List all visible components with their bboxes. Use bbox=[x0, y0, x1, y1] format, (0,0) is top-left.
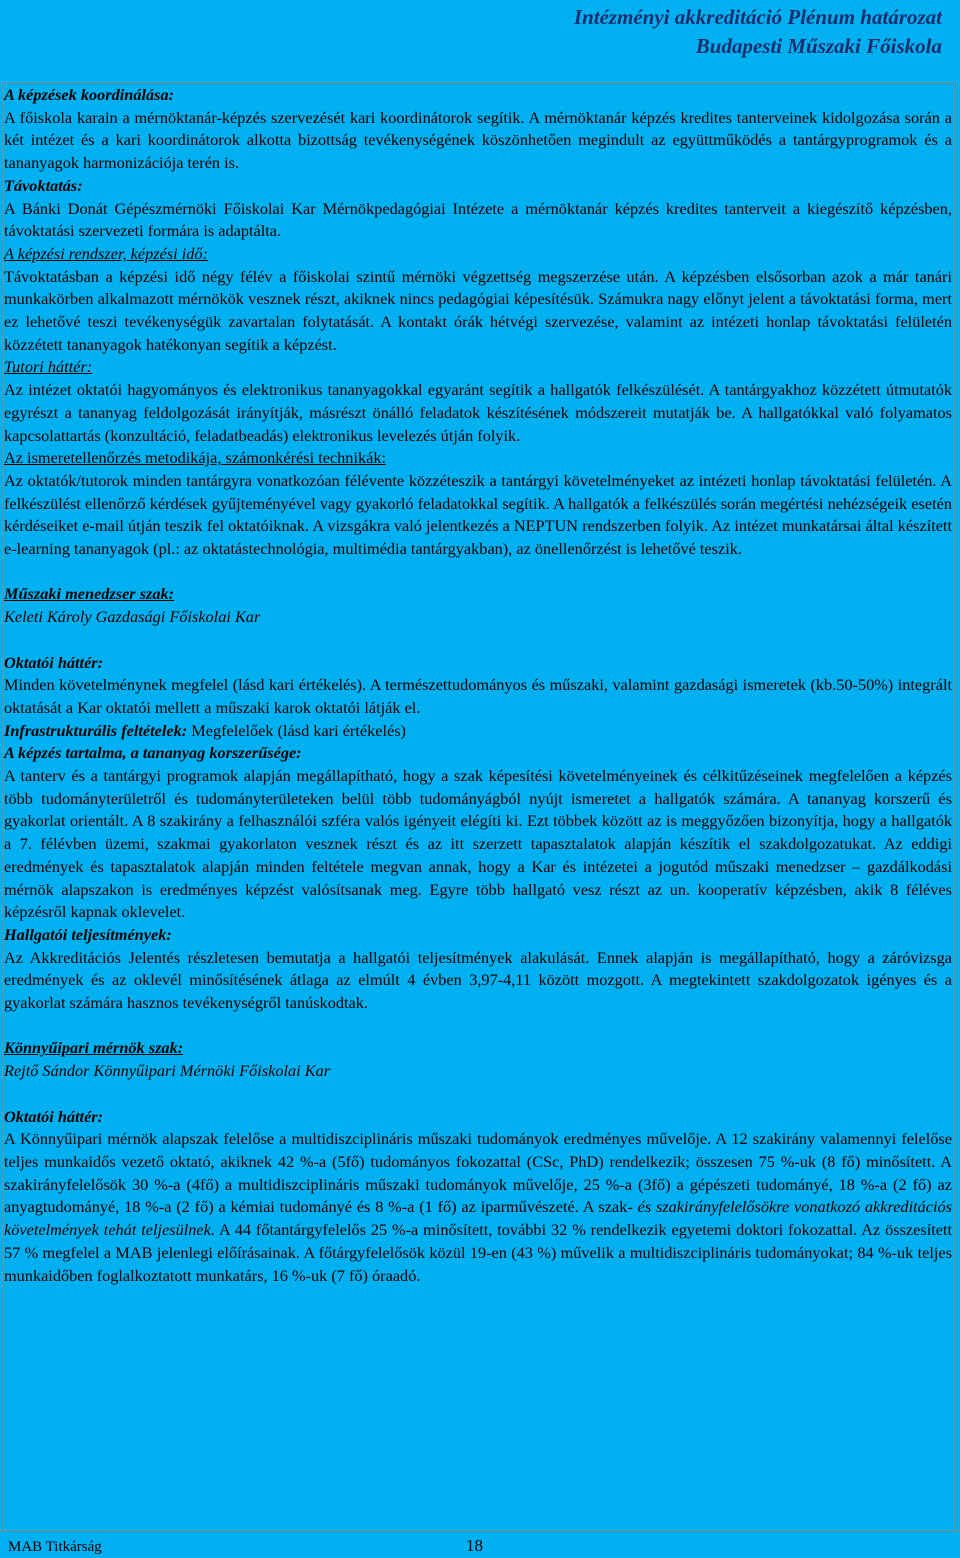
section-heading-hallgatoi: Hallgatói teljesítmények: bbox=[4, 924, 172, 944]
header-title: Intézményi akkreditáció Plénum határozat bbox=[573, 5, 942, 29]
spacer bbox=[4, 561, 952, 584]
paragraph-oktatoi-menedzser: Minden követelménynek megfelel (lásd kari értékelés). A természettudományos és műszaki, valamint gazdasági ismeretek (kb.50-50%) integrált oktatását a Kar oktatói mellett a műszaki karok oktatói látják el. bbox=[4, 675, 952, 717]
section-heading-ismeretellenorzes: Az ismeretellenőrzés metodikája, számonkérési technikák: bbox=[4, 448, 387, 468]
section-heading-kepzesi-rendszer: A képzési rendszer, képzési idő: bbox=[4, 243, 208, 263]
paragraph-part: A Könnyűipari mérnök alapszak felelőse a multidiszciplináris műszaki tudományok eredményes művelője. A 12 szakirány valamennyi felelőse teljes munkaidős vezető oktató, akiknek 42 %-a (5fő) tudományos fokozattal (CSc, PhD) rendelkezik; összesen 75 %-uk (8 fő) minősített. A szakirányfelelősök 30 %-a (4fő) a multidiszciplináris műszaki tudományok művelője, 25 %-a (3fő) a gépészeti tudományé, 18 %-a (2 fő) az anyagtudományé, 18 %-a (2 fő) a kémiai tudományé és 8 %-a (1 fő) az iparművészeté. A szak- bbox=[4, 1129, 952, 1217]
section-heading-koordinalas: A képzések koordinálása: bbox=[4, 85, 175, 104]
paragraph-tutori: Az intézet oktatói hagyományos és elektronikus tananyagokkal egyaránt segítik a hallgatók felkészülését. A tantárgyakhoz közzétett útmutatók egyrészt a tananyag feldolgozását irányítják, másrészt önálló feladatok készítésének módszereit mutatják be. A hallgatókkal való folyamatos kapcsolattartás (konzultáció, feladatbeadás) elektronikus levelezés útján folyik. bbox=[4, 380, 952, 445]
header-institution: Budapesti Műszaki Főiskola bbox=[695, 34, 942, 58]
paragraph-kepzesi-rendszer: Távoktatásban a képzési idő négy félév a főiskolai szintű mérnöki végzettség megszerzése után. A képzésben elsősorban azok a már tanári munkakörben alkalmazott mérnökök vesznek részt, akiknek nincs pedagógiai képesítésük. Számukra nagy előnyt jelent a távoktatási forma, mert ez lehetővé teszi tevékenységük zavartalan folytatását. A kontakt órák hétvégi szervezése, valamint az intézeti honlap távoktatási felületén közzétett tananyagok hatékonyan segítik a képzést. bbox=[4, 266, 952, 354]
faculty-name-menedzser: Keleti Károly Gazdasági Főiskolai Kar bbox=[4, 607, 261, 627]
section-heading-tutori: Tutori háttér: bbox=[4, 357, 93, 377]
paragraph-part-italic: és szakirányfelelősökre vonatkozó akkreditációs követelmények tehát teljesülnek. bbox=[4, 1197, 952, 1240]
page-number: 18 bbox=[466, 1536, 483, 1555]
spacer bbox=[4, 629, 952, 652]
paragraph-part: A 44 főtantárgyfelelős 25 %-a minősített, további 32 % rendelkezik egyetemi doktori fokozattal. Az összesített 57 % megfelel a MAB jelenlegi előírásainak. A főtárgyfelelősök közül 19-en (43 %) művelik a multidiszciplináris tudományokat; 84 %-uk teljes munkaidőben foglalkoztatott munkatárs, 16 %-uk (7 fő) óraadó. bbox=[4, 1220, 953, 1285]
section-heading-oktatoi-konnyuipari: Oktatói háttér: bbox=[4, 1106, 104, 1126]
section-heading-tavoktatas: Távoktatás: bbox=[4, 175, 83, 195]
program-heading-menedzser: Műszaki menedzser szak: bbox=[4, 584, 175, 604]
page-footer bbox=[0, 1531, 960, 1558]
faculty-name-konnyuipari: Rejtő Sándor Könnyűipari Mérnöki Főiskolai Kar bbox=[4, 1061, 331, 1081]
footer-organization: MAB Titkárság bbox=[8, 1539, 102, 1555]
paragraph-hallgatoi: Az Akkreditációs Jelentés részletesen bemutatja a hallgatói teljesítmények alakulását. Ennek alapján is megállapítható, hogy a záróvizsga eredmények és az oklevél minősítésének átlaga az elmúlt 4 évben 3,97-4,11 között mozgott. A megtekintett szakdolgozatok igényes és a gyakorlat számára hasznos tevékenységről tanúskodtak. bbox=[4, 947, 952, 1013]
paragraph-infrastruktura: Megfelelőek (lásd kari értékelés) bbox=[187, 720, 406, 740]
program-heading-konnyuipari: Könnyűipari mérnök szak: bbox=[4, 1038, 184, 1058]
section-heading-oktatoi-menedzser: Oktatói háttér: bbox=[4, 652, 104, 672]
section-heading-tartalom: A képzés tartalma, a tananyag korszerűsége: bbox=[4, 743, 302, 763]
spacer bbox=[4, 1015, 952, 1038]
page-header bbox=[574, 3, 942, 61]
paragraph-ismeretellenorzes: Az oktatók/tutorok minden tantárgyra vonatkozóan félévente közzéteszik a tantárgyi követelményeket az intézeti honlap távoktatási felületén. A felkészülést ellenőrző kérdések gyűjteményével vagy gyakorló feladatokkal segítik. A hallgatók a felkészülés során megértési nehézségeik esetén kérdéseiket e-mail útján teszik fel oktatóiknak. A vizsgákra való jelentkezés a NEPTUN rendszerben folyik. Az intézet munkatársai által készített e-learning tananyagok (pl.: az oktatástechnológia, multimédia tantárgyakban), az önellenőrzést is lehetővé teszik. bbox=[4, 470, 952, 559]
section-heading-infrastruktura: Infrastrukturális feltételek: bbox=[4, 720, 188, 740]
paragraph-tartalom: A tanterv és a tantárgyi programok alapján megállapítható, hogy a szak képesítési követelményeinek és célkitűzéseinek megfelelően a képzés több tudományterületről és tudományterületeken belül több tudományágból nyújt ismeretet a hallgatók számára. A tananyag korszerű és gyakorlat orientált. A 8 szakirány a felhasználói szféra valós igényeit elégíti ki. Ezt többek között az is meggyőzően bizonyítja, hogy a hallgatók a 7. félévben üzemi, szakmai gyakorlaton vesznek részt és az itt szerzett tapasztalatok alapján készítik el szakdolgozatukat. Az eddigi eredmények és tapasztalatok alapján minden feltétele megvan annak, hogy a Kar és intézetei a jogutód műszaki menedzser – gazdálkodási mérnök alapszakon is eredményes képzést valósítsanak meg. Egyre több hallgató vesz részt az un. kooperatív képzésben, akik 8 féléves képzésről kapnak oklevelet. bbox=[4, 766, 952, 922]
spacer bbox=[4, 1083, 952, 1106]
paragraph-tavoktatas: A Bánki Donát Gépészmérnöki Főiskolai Kar Mérnökpedagógiai Intézete a mérnöktanár képzés kredites tanterveit a kiegészítő képzésben, távoktatási szervezeti formára is adaptálta. bbox=[4, 198, 952, 241]
document-body bbox=[4, 84, 952, 1287]
paragraph-oktatoi-konnyuipari bbox=[4, 1128, 952, 1287]
paragraph-koordinalas: A főiskola karain a mérnöktanár-képzés szervezését kari koordinátorok segítik. A mérnöktanár képzés kredites tanterveinek kidolgozása során a két intézet és a kari koordinátorok alkotta bizottság tevékenységének köszönhetően megindult az együttműködés a tantárgyprogramok és a tananyagok harmonizációja terén is. bbox=[4, 107, 952, 173]
